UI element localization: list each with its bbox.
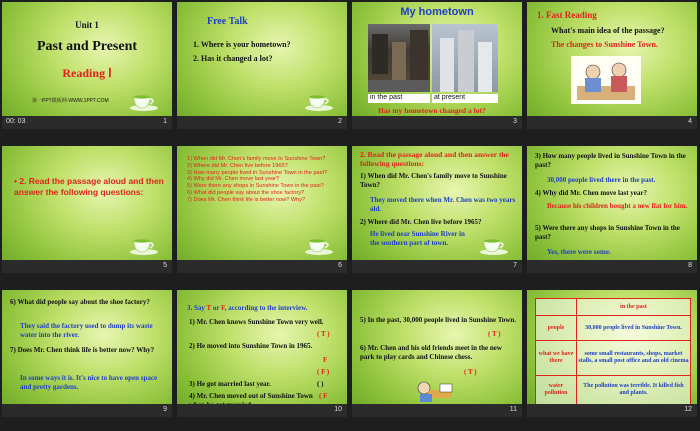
statement-5: 5) In the past, 30,000 people lived in Sunshine Town.	[360, 316, 516, 324]
slide-thumb-3[interactable]	[352, 2, 522, 129]
answer-5: Yes, there were some.	[547, 248, 611, 256]
slide-question: What's main idea of the passage?	[551, 26, 665, 35]
question-list	[187, 156, 339, 204]
question-2: 2) Where did Mr. Chen live before 1965?	[360, 218, 482, 226]
question-7: 7) Does Mr. Chen think life is better now? Why?	[10, 346, 155, 354]
mark-6: ( T )	[464, 368, 477, 376]
slide-status-bar	[352, 260, 522, 273]
teacup-icon	[305, 93, 333, 111]
past-photo	[368, 24, 430, 92]
slide-number: 2	[338, 118, 342, 125]
question-item: 6) What did people say about the shoe factory?	[187, 190, 305, 197]
footer-text: 第一PPT模板网-WWW.1PPT.COM	[32, 98, 109, 104]
slide-status-bar	[177, 116, 347, 129]
present-photo	[432, 24, 498, 92]
mark-1: ( T )	[317, 330, 330, 338]
question-1: 1) When did Mr. Chen's family move to Sunshine Town?	[360, 172, 507, 189]
false-letter: F	[221, 304, 225, 312]
slide-number: 7	[513, 262, 517, 269]
slide-thumb-11[interactable]	[352, 290, 522, 417]
slide-number: 9	[163, 406, 167, 413]
answer-6: They said the factory used to dump its waste water into the river.	[20, 322, 153, 339]
mark-3: ( )	[317, 380, 324, 388]
slide-thumb-6[interactable]	[177, 146, 347, 273]
heading-part: or	[211, 304, 222, 312]
reading-boy-illustration	[414, 378, 458, 404]
table-header: in the past	[577, 299, 691, 316]
slide-heading: My hometown	[400, 6, 474, 18]
row-value-what-we-have: some small restaurants, shops, market stalls, a small post office and an old cinema	[577, 341, 691, 376]
table-corner	[536, 299, 577, 316]
row-value-people: 30,000 people lived in Sunshine Town.	[577, 316, 691, 341]
modern-buildings-image	[432, 24, 498, 92]
row-value-water-pollution: The pollution was terrible. It killed fish and plants.	[577, 376, 691, 405]
slide-heading: 1. Fast Reading	[537, 10, 597, 20]
statement-1: 1) Mr. Chen knows Sunshine Town very well.	[189, 318, 324, 326]
slide-number: 8	[688, 262, 692, 269]
present-caption: at present	[432, 94, 498, 103]
slide-thumb-2[interactable]	[177, 2, 347, 129]
slide-heading: 2. Read the passage aloud and then answer the following questions:	[360, 150, 509, 169]
slide-question: Has my hometown changed a lot?	[378, 106, 486, 115]
row-label-water-pollution: water pollution	[536, 376, 577, 405]
slide-number: 11	[509, 406, 517, 413]
question-item: 5) Were there any shops in Sunshine Town in the past?	[187, 183, 324, 190]
unit-label: Unit 1	[75, 20, 99, 30]
comparison-table	[535, 298, 691, 405]
reading-label: Reading Ⅰ	[62, 66, 112, 80]
past-caption: in the past	[368, 94, 430, 103]
teacup-icon	[130, 93, 158, 111]
question-1: 1. Where is your hometown?	[193, 40, 291, 49]
slide-status-bar	[527, 404, 697, 417]
teacup-icon	[480, 237, 508, 255]
answer-2: He lived near Sunshine River in the southern part of town.	[370, 230, 465, 247]
slide-status-bar	[177, 260, 347, 273]
question-6: 6) What did people say about the shoe factory?	[10, 298, 150, 306]
slide-text: • 2. Read the passage aloud and then answer the following questions:	[14, 176, 164, 197]
slide-number: 5	[163, 262, 167, 269]
slide-thumb-4[interactable]	[527, 2, 697, 129]
slide-number: 10	[334, 406, 342, 413]
true-letter: T	[206, 304, 212, 312]
slide-status-bar	[2, 260, 172, 273]
slide-thumb-9[interactable]	[2, 290, 172, 417]
slide-timing: 00: 03	[6, 118, 26, 125]
question-item: 1) When did Mr. Chen's family move to Sunshine Town?	[187, 156, 326, 162]
row-label-what-we-have: what we have there	[536, 341, 577, 376]
statement-2: 2) He moved into Sunshine Town in 1965.	[189, 342, 313, 350]
question-2: 2. Has it changed a lot?	[193, 54, 273, 63]
heading-part: , according to the interview.	[224, 304, 308, 312]
slide-thumb-1[interactable]	[2, 2, 172, 129]
mark-5: ( T )	[488, 330, 501, 338]
statement-4: 4) Mr. Chen moved out of Sunshine Town	[189, 392, 313, 400]
people-illustration	[571, 56, 641, 104]
slide-thumb-8[interactable]	[527, 146, 697, 273]
teacup-icon	[305, 237, 333, 255]
slide-heading: Free Talk	[207, 16, 248, 27]
question-item: 2) Where did Mr. Chen live before 1965?	[187, 162, 288, 169]
mark-4: ( F	[319, 392, 328, 400]
mark-2-correction: F	[323, 356, 328, 364]
slide-title: Past and Present	[36, 39, 138, 54]
answer-4: Because his children bought a new flat for him.	[547, 202, 688, 210]
slide-number: 12	[684, 406, 692, 413]
heading-part: 3. Say	[187, 304, 207, 312]
answer-3: 30,000 people lived there in the past.	[547, 176, 656, 184]
slide-number: 4	[688, 118, 692, 125]
slide-number: 3	[513, 118, 517, 125]
statement-6: 6) Mr. Chen and his old friends meet in the new park to play cards and Chinese chess.	[360, 344, 502, 361]
slide-thumb-12[interactable]	[527, 290, 697, 417]
slide-status-bar	[352, 404, 522, 417]
slide-status-bar	[177, 404, 347, 417]
question-item: 3) How many people lived in Sunshine Town in the past?	[187, 169, 328, 176]
old-street-image	[368, 24, 430, 92]
slide-status-bar	[527, 116, 697, 129]
question-item: 7) Does Mr. Chen think life is better now? Why?	[187, 196, 306, 203]
slide-number: 1	[163, 118, 167, 125]
answer-7: In some ways it is. It's nice to have open space and pretty gardens.	[20, 374, 158, 391]
question-3: 3) How many people lived in Sunshine Town in the past?	[535, 152, 686, 169]
slide-status-bar	[527, 260, 697, 273]
slide-thumb-5[interactable]	[2, 146, 172, 273]
answer-1: They moved there when Mr. Chen was two years old.	[370, 196, 516, 213]
slide-answer: The changes to Sunshine Town.	[551, 40, 658, 49]
teacup-icon	[130, 237, 158, 255]
slide-status-bar	[352, 116, 522, 129]
mark-2: ( F )	[317, 368, 330, 376]
statement-3: 3) He got married last year.	[189, 380, 271, 388]
slide-status-bar	[2, 404, 172, 417]
slide-status-bar	[2, 116, 172, 129]
slide-heading	[187, 304, 345, 313]
question-5: 5) Were there any shops in Sunshine Town in the past?	[535, 224, 680, 241]
reading-couple-picture	[571, 56, 641, 104]
slide-thumb-10[interactable]	[177, 290, 347, 417]
row-label-people: people	[536, 316, 577, 341]
slide-number: 6	[338, 262, 342, 269]
slide-thumb-7[interactable]	[352, 146, 522, 273]
question-item: 4) Why did Mr. Chen move last year?	[187, 176, 280, 183]
question-4: 4) Why did Mr. Chen move last year?	[535, 189, 647, 197]
